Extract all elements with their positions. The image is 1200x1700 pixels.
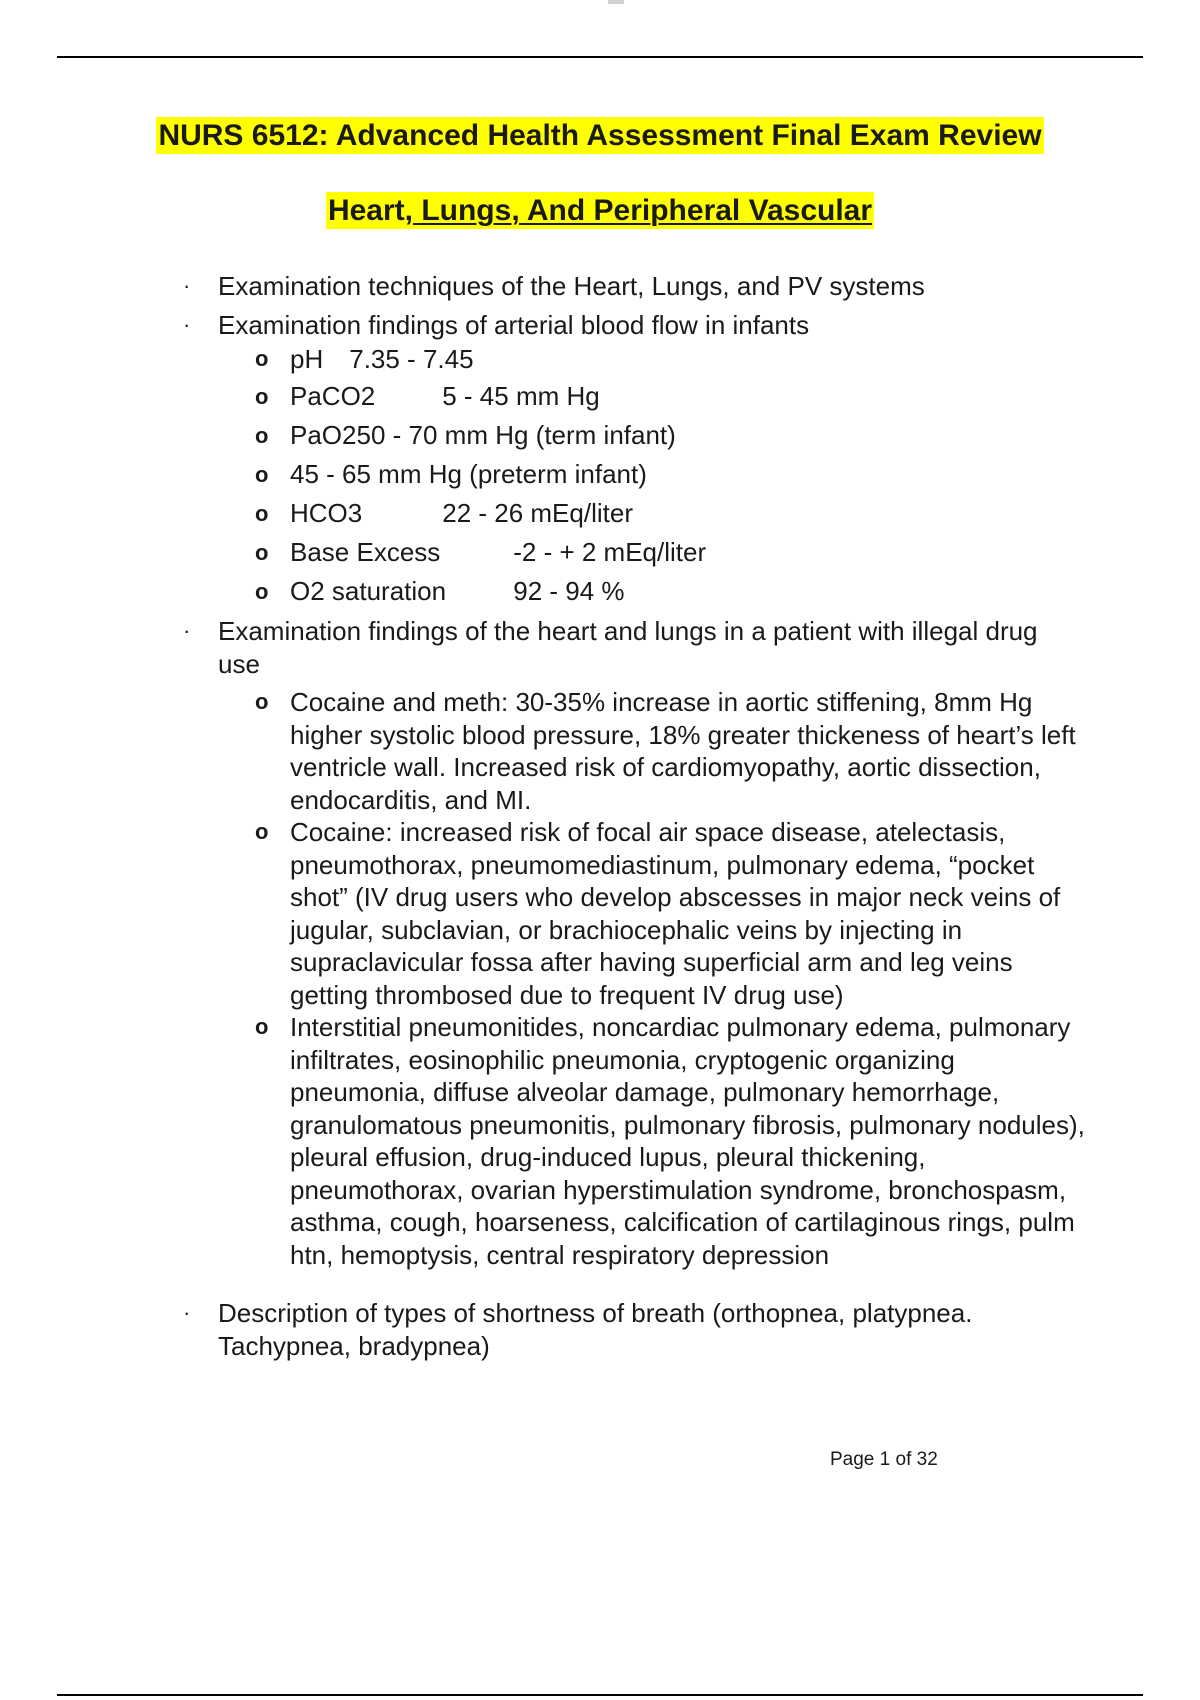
bullet-dot-icon: · [183, 618, 191, 643]
sub-bullet-icon: o [255, 501, 269, 526]
sub-bullet-icon: o [255, 462, 269, 487]
blood-value-range: 5 - 45 mm Hg [442, 381, 600, 411]
sub-bullet-icon: o [255, 423, 269, 448]
page-title [0, 118, 1200, 154]
page-number: Page 1 of 32 [830, 1449, 938, 1470]
document-body [0, 270, 1200, 1362]
blood-value-row [0, 572, 1200, 611]
blood-value-label: PaO250 - 70 mm Hg (term infant) [290, 420, 676, 450]
section-heading [0, 193, 1200, 229]
drug-finding-item [0, 816, 1200, 1011]
blood-value-row [0, 455, 1200, 494]
bullet-dot-icon: · [183, 1300, 191, 1325]
blood-value-range: 7.35 - 7.45 [349, 344, 474, 374]
blood-value-label: Base Excess [290, 537, 441, 567]
blood-value-row [0, 416, 1200, 455]
bullet-text: Examination findings of arterial blood flow in infants [218, 309, 810, 340]
bullet-item [0, 270, 1200, 303]
drug-finding-text: Cocaine and meth: 30-35% increase in aortic stiffening, 8mm Hg higher systolic blood pressure, 18% greater thickeness of heart’s left ventricle wall. Increased risk of cardiomyopathy, aortic dissection, endocarditis, and MI. [290, 687, 1076, 815]
scan-artifact [608, 0, 624, 4]
blood-value-label: O2 saturation [290, 576, 447, 606]
bullet-item [0, 1297, 1200, 1362]
blood-value-label: PaCO2 [290, 381, 376, 411]
bottom-rule [57, 1694, 1143, 1696]
page-title-text: NURS 6512: Advanced Health Assessment Final Exam Review [158, 119, 1042, 152]
sub-bullet-icon: o [255, 540, 269, 565]
sub-bullet-icon: o [255, 579, 269, 604]
bullet-item [0, 615, 1200, 680]
bullet-dot-icon: · [183, 273, 191, 298]
section-heading-part2: Lungs, And Peripheral Vascular [413, 194, 873, 227]
sub-bullet-icon: o [255, 1014, 269, 1039]
blood-value-row [0, 341, 1200, 377]
blood-value-range: 22 - 26 mEq/liter [442, 498, 633, 528]
drug-finding-text: Interstitial pneumonitides, noncardiac pulmonary edema, pulmonary infiltrates, eosinophilic pneumonia, cryptogenic organizing pneumonia, diffuse alveolar damage, pulmonary hemorrhage, granulomatous pneumonitis, pulmonary fibrosis, pulmonary nodules), pleural effusion, drug-induced lupus, pleural thickening, pneumothorax, ovarian hyperstimulation syndrome, bronchospasm, asthma, cough, hoarseness, calcification of cartilaginous rings, pulm htn, hemoptysis, central respiratory depression [290, 1012, 1085, 1270]
bullet-item [0, 309, 1200, 342]
blood-value-label: 45 - 65 mm Hg (preterm infant) [290, 459, 647, 489]
bullet-text: Description of types of shortness of breath (orthopnea, platypnea. Tachypnea, bradypnea) [218, 1298, 973, 1361]
section-heading-text [326, 192, 874, 229]
blood-value-range: 92 - 94 % [513, 576, 625, 606]
drug-finding-text: Cocaine: increased risk of focal air space disease, atelectasis, pneumothorax, pneumomediastinum, pulmonary edema, “pocket shot” (IV drug users who develop abscesses in major neck veins of jugular, subclavian, or brachiocephalic veins by injecting in supraclavicular fossa after having superficial arm and leg veins getting thrombosed due to frequent IV drug use) [290, 817, 1061, 1010]
bullet-text: Examination techniques of the Heart, Lungs, and PV systems [218, 271, 925, 301]
bullet-dot-icon: · [183, 311, 191, 337]
section-heading-part1: Heart, [327, 194, 413, 227]
blood-value-label: HCO3 [290, 498, 363, 528]
sub-bullet-icon: o [255, 689, 269, 714]
top-rule [57, 56, 1143, 58]
blood-value-range: -2 - + 2 mEq/liter [513, 537, 707, 567]
sub-bullet-icon: o [255, 346, 269, 371]
drug-finding-item [0, 686, 1200, 816]
sub-bullet-icon: o [255, 819, 269, 844]
blood-value-label: pH [290, 344, 324, 374]
sub-bullet-icon: o [255, 384, 269, 409]
bullet-text: Examination findings of the heart and lungs in a patient with illegal drug use [218, 616, 1038, 679]
blood-value-row [0, 494, 1200, 533]
blood-value-row [0, 533, 1200, 572]
blood-value-row [0, 377, 1200, 416]
drug-finding-item [0, 1011, 1200, 1271]
